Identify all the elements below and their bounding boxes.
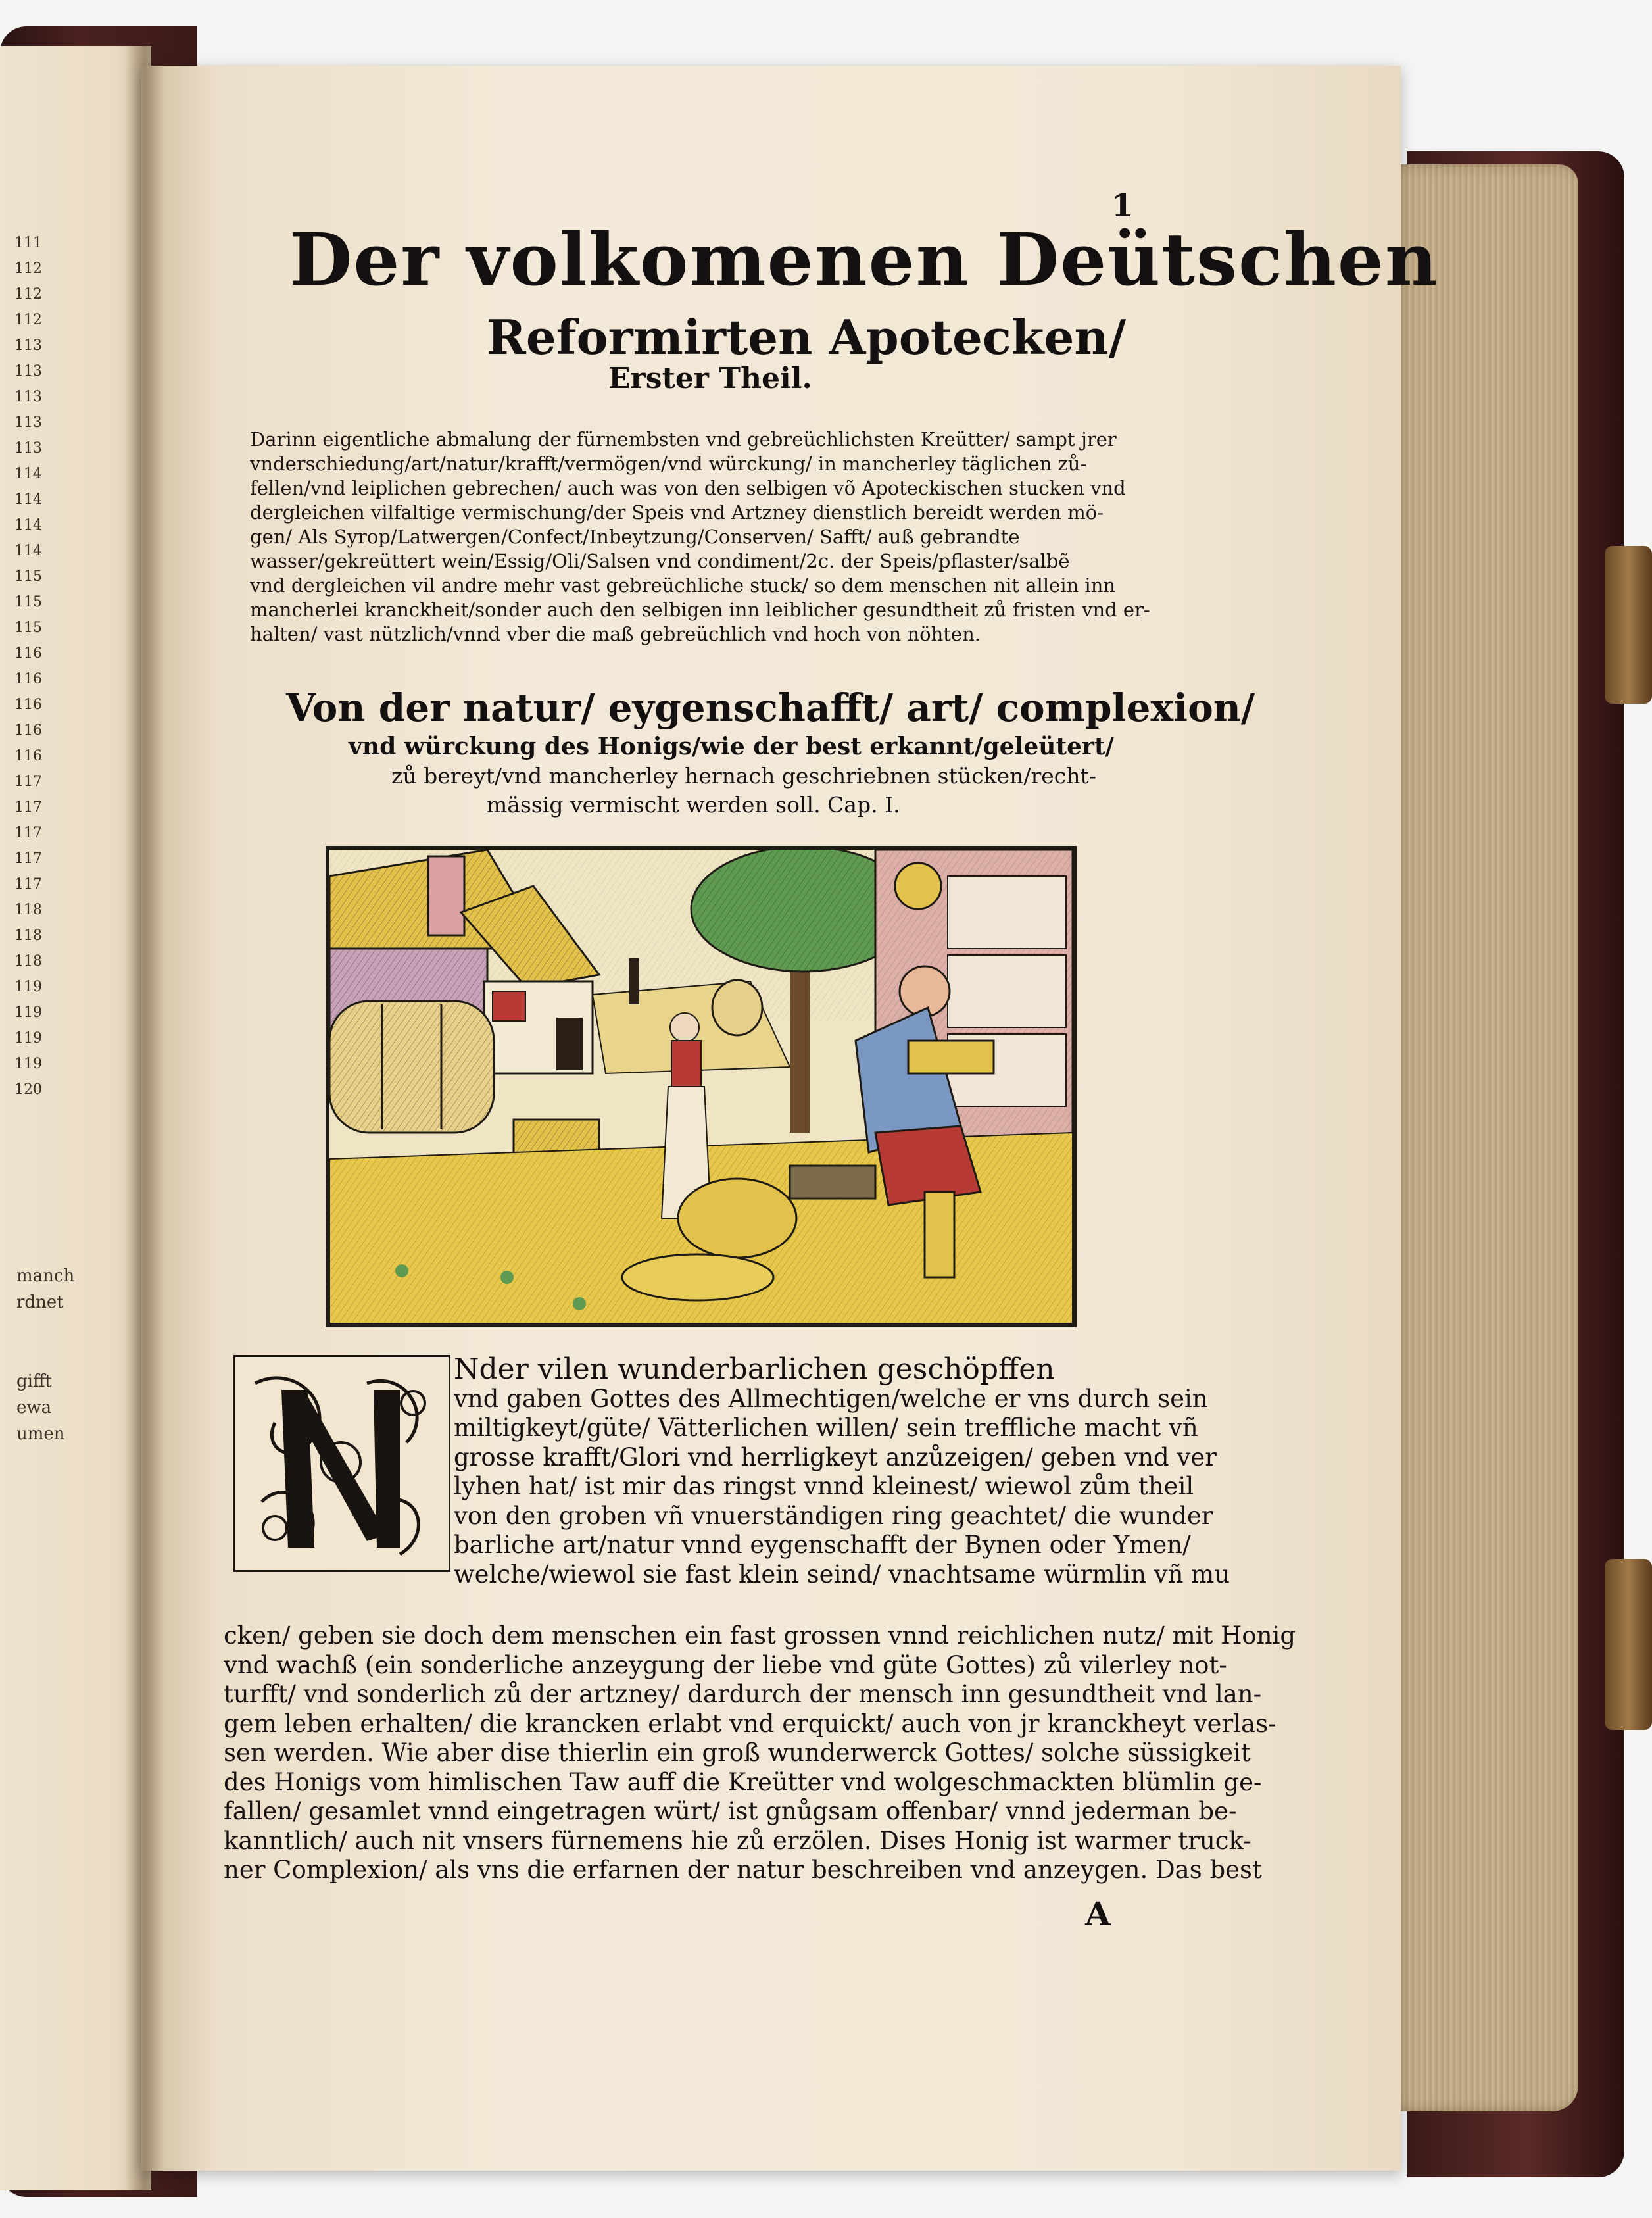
chapter-heading-line-4: mässig vermischt werden soll. Cap. I.: [487, 792, 900, 818]
chapter-heading-line-1: Von der natur/ eygenschafft/ art/ complexion/: [286, 685, 1255, 730]
body-line: sen werden. Wie aber dise thierlin ein groß wunderwerck Gottes/ solche süssigkeit: [224, 1738, 1251, 1767]
margin-number: 118: [14, 927, 42, 944]
margin-number: 115: [14, 594, 42, 610]
margin-number: 114: [14, 491, 42, 508]
body-line: ner Complexion/ als vns die erfarnen der natur beschreiben vnd anzeygen. Das best: [224, 1856, 1262, 1884]
margin-number: 116: [14, 722, 42, 739]
body-line: des Honigs vom himlischen Taw auff die Kreütter vnd wolgeschmackten blümlin ge-: [224, 1767, 1262, 1796]
body-line: lyhen hat/ ist mir das ringst vnnd kleinest/ wiewol zům theil: [454, 1472, 1194, 1500]
margin-number: 117: [14, 876, 42, 893]
margin-word: [16, 1342, 76, 1368]
margin-word: ewa: [16, 1398, 52, 1417]
margin-number: 114: [14, 543, 42, 559]
beekeeping-woodcut-illustration: [326, 846, 1077, 1327]
margin-number: 114: [14, 517, 42, 533]
body-line: welche/wiewol sie fast klein seind/ vnachtsame würmlin vñ mu: [454, 1560, 1230, 1589]
body-line: miltigkeyt/güte/ Vätterlichen willen/ sein treffliche macht vñ: [454, 1414, 1198, 1442]
body-line: turfft/ vnd sonderlich zů der artzney/ dardurch der mensch inn gesundtheit vnd lan-: [224, 1680, 1262, 1708]
margin-number: 119: [14, 1004, 42, 1021]
decorated-initial-letter: [233, 1355, 450, 1572]
intro-line: halten/ vast nützlich/vnnd vber die maß gebreüchlich vnd hoch von nöhten.: [250, 623, 981, 645]
signature-mark: A: [1085, 1894, 1111, 1933]
chapter-heading: [276, 684, 1255, 820]
body-line: barliche art/natur vnnd eygenschafft der Bynen oder Ymen/: [454, 1531, 1191, 1559]
body-line: fallen/ gesamlet vnnd eingetragen würt/ ist gnůgsam offenbar/ vnnd jederman be-: [224, 1797, 1237, 1825]
intro-line: mancherlei kranckheit/sonder auch den selbigen inn leiblicher gesundtheit zů fristen vnd er-: [250, 599, 1150, 621]
body-line: grosse krafft/Glori vnd herrligkeyt anzůzeigen/ geben vnd ver: [454, 1442, 1217, 1471]
body-text-full-width: [224, 1621, 1296, 1885]
left-margin-numbers: [14, 230, 54, 1102]
margin-number: 119: [14, 979, 42, 995]
margin-word: umen: [16, 1424, 65, 1444]
margin-number: 113: [14, 440, 42, 456]
body-line: gem leben erhalten/ die krancken erlabt vnd erquickt/ auch von jr kranckheyt verlas-: [224, 1709, 1276, 1738]
chapter-heading-line-3: zů bereyt/vnd mancherley hernach geschriebnen stücken/recht-: [391, 763, 1096, 789]
margin-number: 112: [14, 260, 42, 277]
body-line: von den groben vñ vnuerständigen ring geachtet/ die wunder: [454, 1501, 1213, 1530]
clasp-lower: [1605, 1559, 1652, 1730]
margin-number: 117: [14, 799, 42, 816]
body-line: cken/ geben sie doch dem menschen ein fast grossen vnnd reichlichen nutz/ mit Honig: [224, 1621, 1296, 1650]
left-margin-words: [16, 1263, 76, 1447]
body-line: kanntlich/ auch nit vnsers fürnemens hie zů erzölen. Dises Honig ist warmer truck-: [224, 1826, 1251, 1855]
body-line: Nder vilen wunderbarlichen geschöpffen: [454, 1352, 1055, 1386]
margin-number: 112: [14, 312, 42, 328]
folio-number: 1: [1111, 187, 1134, 224]
intro-line: dergleichen vilfaltige vermischung/der Speis vnd Artzney dienstlich bereidt werden mö-: [250, 501, 1104, 524]
title-line-3: Erster Theil.: [608, 362, 812, 395]
margin-word: gifft: [16, 1371, 52, 1391]
woodcut-scene: [329, 850, 1073, 1323]
intro-line: wasser/gekreüttert wein/Essig/Oli/Salsen vnd condiment/2c. der Speis/pflaster/salbẽ: [250, 550, 1070, 572]
margin-number: 119: [14, 1030, 42, 1047]
intro-line: fellen/vnd leiplichen gebrechen/ auch was von den selbigen võ Apoteckischen stucken vnd: [250, 477, 1126, 499]
margin-number: 111: [14, 235, 42, 251]
margin-number: 113: [14, 414, 42, 431]
margin-number: 116: [14, 671, 42, 687]
chapter-heading-line-2: vnd würckung des Honigs/wie der best erkannt/geleütert/: [349, 733, 1114, 760]
intro-paragraph: [250, 428, 1150, 647]
initial-ornament: [235, 1357, 449, 1570]
margin-number: 116: [14, 645, 42, 662]
margin-number: 115: [14, 620, 42, 636]
body-line: vnd wachß (ein sonderliche anzeygung der liebe vnd güte Gottes) zů vilerley not-: [224, 1650, 1227, 1679]
intro-line: vnderschiedung/art/natur/krafft/vermögen/vnd würckung/ in mancherley täglichen zů-: [250, 453, 1087, 475]
title-line-1: Der volkomenen Deütschen: [289, 217, 1439, 302]
margin-number: 120: [14, 1081, 42, 1098]
margin-number: 116: [14, 697, 42, 713]
margin-number: 115: [14, 568, 42, 585]
margin-number: 112: [14, 286, 42, 303]
margin-number: 117: [14, 850, 42, 867]
margin-number: 116: [14, 748, 42, 764]
margin-number: 114: [14, 466, 42, 482]
margin-number: 117: [14, 825, 42, 841]
body-text-beside-initial: [454, 1352, 1230, 1589]
margin-word: manch: [16, 1266, 75, 1286]
intro-line: vnd dergleichen vil andre mehr vast gebreüchliche stuck/ so dem menschen nit allein inn: [250, 574, 1116, 597]
margin-number: 113: [14, 363, 42, 380]
margin-number: 117: [14, 774, 42, 790]
clasp-upper: [1605, 546, 1652, 704]
page-fore-edge: [1388, 164, 1578, 2111]
margin-number: 113: [14, 389, 42, 405]
margin-word: [16, 1316, 76, 1342]
margin-number: 119: [14, 1056, 42, 1072]
intro-line: gen/ Als Syrop/Latwergen/Confect/Inbeytzung/Conserven/ Safft/ auß gebrandte: [250, 526, 1020, 548]
body-line: vnd gaben Gottes des Allmechtigen/welche er vns durch sein: [454, 1384, 1208, 1413]
margin-number: 118: [14, 902, 42, 918]
intro-line: Darinn eigentliche abmalung der fürnembsten vnd gebreüchlichsten Kreütter/ sampt jrer: [250, 428, 1117, 451]
margin-word: rdnet: [16, 1293, 64, 1312]
margin-number: 113: [14, 337, 42, 354]
book-gutter: [125, 46, 164, 2190]
title-line-2: Reformirten Apotecken/: [487, 309, 1126, 365]
margin-number: 118: [14, 953, 42, 970]
